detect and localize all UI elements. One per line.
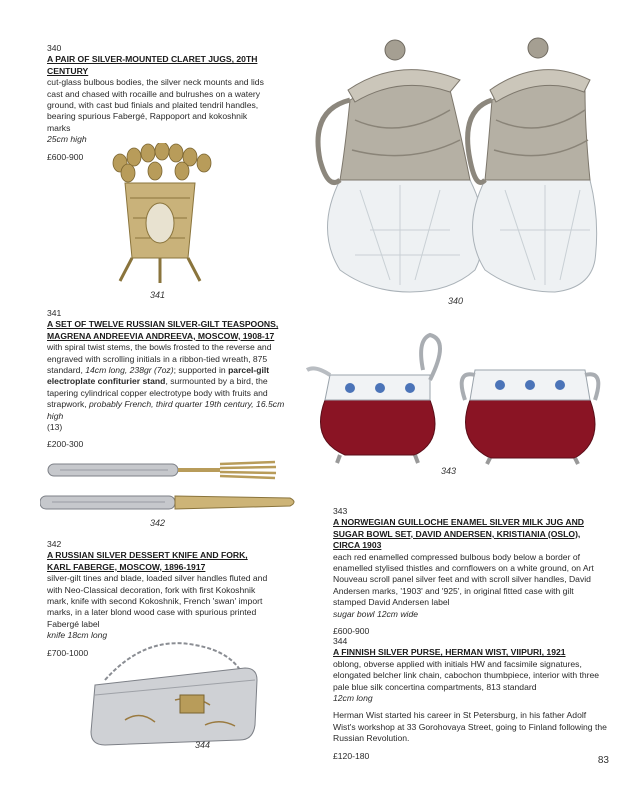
fork [48,462,276,478]
lot-number: 340 [47,43,62,53]
claret-jug-right [468,38,597,292]
knife-fork-image [40,458,300,518]
lot-estimate: £700-1000 [47,647,89,658]
image-caption-343: 343 [441,466,457,476]
claret-jug-left [318,40,484,292]
lot-341 [47,308,292,451]
lot-description: silver-gilt tines and blade, loaded silver handles fluted and with Neo-Classical decoration, fork with first Kokoshnik mark, knife with second Kokoshnik, French 'swan' import marks, in a later blond wood case with spurious printed Fabergé label [47,573,268,629]
lot-description: oblong, obverse applied with initials HW and facsimile signatures, elongated belcher link chain, cabochon thumbpiece, interior with three pale blue silk concertina compartments, 813 standard [333,658,600,692]
milk-jug-sugar-bowl-image [305,330,605,465]
lot-number: 344 [333,636,348,646]
lot-estimate: £120-180 [333,750,370,761]
lot-dimensions: 25cm high [47,134,87,145]
lot-description: each red enamelled compressed bulbous body below a border of enamelled stylised thistles and cornflowers on a white ground, on Art Nouveau scroll panel silver feet and with scroll silver handles, David Andersen marks, '1903' and '925', in original fitted case with gilt stamped David Andersen label [333,551,594,608]
description-bold: parcel-gilt electroplate confiturier stand [47,365,270,387]
description-part: , surmounted by a bird, the tapering cylindrical copper electrotype body with fruits and strapwork, [47,376,268,410]
knife [40,496,294,509]
lot-description [47,342,292,422]
lot-title: A NORWEGIAN GUILLOCHE ENAMEL SILVER MILK JUG AND SUGAR BOWL SET, DAVID ANDERSEN, KRISTIANIA (OSLO), CIRCA 1903 [333,517,584,551]
lot-estimate: £200-300 [47,439,84,450]
page-number: 83 [597,755,609,766]
lot-number: 342 [47,539,62,549]
teaspoons-stand-image [100,143,220,288]
sugar-bowl [462,370,599,464]
lot-number: 343 [333,506,348,516]
description-italic: 14cm long, 238gr (7oz) [85,365,174,376]
lot-note: Herman Wist started his career in St Petersburg, in his father Adolf Wist's workshop at 33 Gorohovaya Street, going to Finland following the Russian Revolution. [333,710,607,744]
image-caption-342: 342 [150,518,166,528]
lot-description: cut-glass bulbous bodies, the silver neck mounts and lids cast and chased with rocaille and bulrushes on a watery ground, with cast bud finials and plaited tendril handles, bearing spurious Fabergé, Rappoport and kokoshnik marks [47,77,264,133]
milk-jug [307,335,440,463]
lot-estimate: £600-900 [47,151,84,162]
claret-jugs-image [300,30,600,305]
lot-title: A PAIR OF SILVER-MOUNTED CLARET JUGS, 20TH CENTURY [47,54,258,76]
lot-title: A RUSSIAN SILVER DESSERT KNIFE AND FORK, KARL FABERGE, MOSCOW, 1896-1917 [47,550,248,572]
image-caption-344: 344 [195,740,211,750]
description-italic: probably French, third quarter 19th century, 16.5cm high [47,399,285,421]
silver-purse-image [85,640,260,750]
image-caption-341: 341 [150,290,166,300]
lot-dimensions: sugar bowl 12cm wide [333,608,419,619]
lot-title: A SET OF TWELVE RUSSIAN SILVER-GILT TEASPOONS, MAGRENA ANDREEVIA ANDREEVA, MOSCOW, 1908-17 [47,319,279,341]
description-part: with spiral twist stems, the bowls frosted to the reverse and engraved with scrolling initials in a ribbon-tied wreath, 875 standard, [47,342,272,376]
image-caption-340: 340 [448,296,464,306]
lot-343 [333,506,608,637]
lot-dimensions: 12cm long [333,693,373,704]
lot-number: 341 [47,308,62,318]
lot-title: A FINNISH SILVER PURSE, HERMAN WIST, VIIPURI, 1921 [333,647,566,658]
lot-dimensions: knife 18cm long [47,630,108,641]
lot-344 [333,636,608,762]
description-part: ; supported in [173,365,229,376]
lot-estimate: £600-900 [333,626,370,637]
lot-count: (13) [47,422,63,433]
